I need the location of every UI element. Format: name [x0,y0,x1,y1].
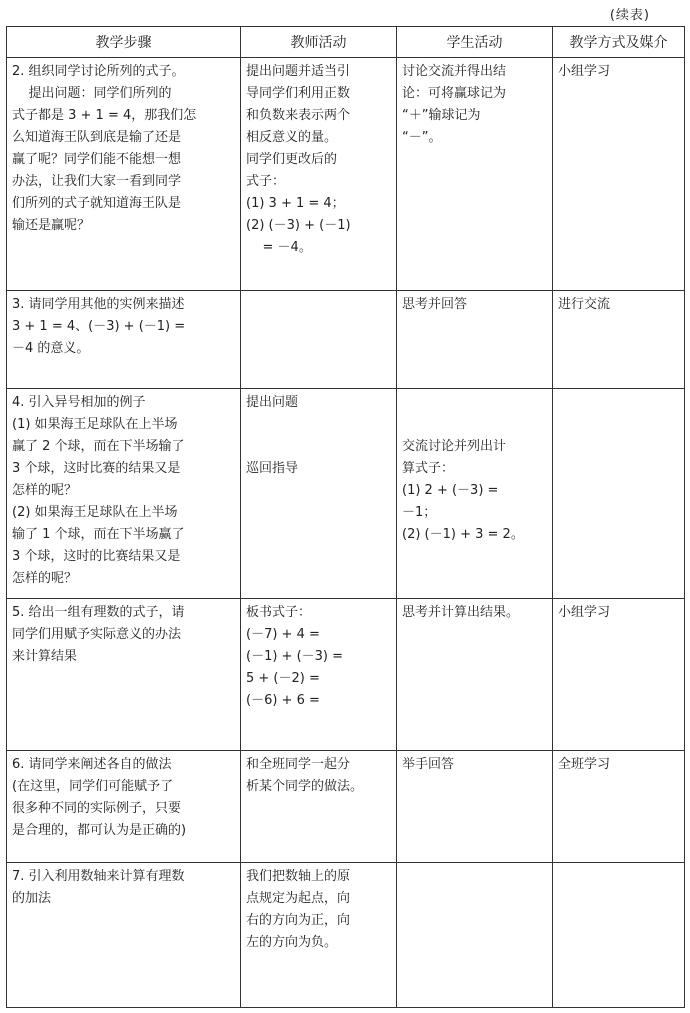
cell-line: = －4。 [246,240,312,255]
cell-line [402,414,547,436]
cell-line: 提出问题：同学们所列的 [12,86,172,101]
cell-line: 怎样的呢？ [12,571,78,586]
cell-line: 右的方向为正，向 [246,913,351,928]
table-row [7,291,685,389]
cell-line: (－1) + (－3) = [246,649,344,664]
cell-line: 巡回指导 [246,461,299,476]
cell-teacher [241,751,397,863]
cell-line: 4. 引入异号相加的例子 [12,395,146,410]
cell-line: (2) (－1) + 3 = 2。 [402,527,524,542]
cell-line: 很多种不同的实际例子，只要 [12,801,182,816]
cell-line: 析某个同学的做法。 [246,779,364,794]
cell-line: 导同学们利用正数 [246,86,351,101]
cell-student [397,863,553,1008]
cell-step [7,599,241,751]
cell-mode [553,58,685,291]
cell-step [7,389,241,599]
cell-line: (2) 如果海王足球队在上半场 [12,505,178,520]
cell-step [7,58,241,291]
cell-line: 办法，让我们大家一看到同学 [12,174,182,189]
cell-teacher [241,389,397,599]
cell-line: 6. 请同学来阐述各自的做法 [12,757,172,772]
continued-label: (续表) [609,8,650,23]
cell-teacher [241,291,397,389]
cell-line: 3 个球，这时比赛的结果又是 [12,461,181,476]
cell-mode [553,389,685,599]
cell-line: 小组学习 [558,64,611,79]
cell-line: (1) 3 + 1 = 4； [246,196,345,211]
table-row [7,863,685,1008]
cell-line: 的加法 [12,891,52,906]
cell-line: 7. 引入利用数轴来计算有理数 [12,869,185,884]
cell-line: －4 的意义。 [12,341,90,356]
cell-line: 思考并计算出结果。 [402,605,520,620]
cell-line: 算式子： [402,461,455,476]
cell-line: “－”。 [402,130,442,145]
cell-line: 赢了 2 个球，而在下半场输了 [12,439,185,454]
cell-line: 论：可将赢球记为 [402,86,507,101]
cell-line [246,436,391,458]
cell-teacher [241,58,397,291]
header-mode: 教学方式及媒介 [553,27,685,58]
cell-step [7,291,241,389]
cell-student [397,291,553,389]
cell-mode [553,751,685,863]
cell-student [397,599,553,751]
cell-line: 5. 给出一组有理数的式子，请 [12,605,185,620]
cell-line: 3 个球，这时的比赛结果又是 [12,549,181,564]
cell-line: (－6) + 6 = [246,693,320,708]
cell-line [402,392,547,414]
cell-line: 赢了呢？同学们能不能想一想 [12,152,182,167]
cell-line: 相反意义的量。 [246,130,338,145]
cell-line: 5 + (－2) = [246,671,320,686]
header-student: 学生活动 [397,27,553,58]
cell-student [397,389,553,599]
cell-mode [553,291,685,389]
cell-line: 式子： [246,174,286,189]
cell-line: 3. 请同学用其他的实例来描述 [12,297,185,312]
cell-line: “＋”输球记为 [402,108,481,123]
cell-step [7,863,241,1008]
cell-line: 么知道海王队到底是输了还是 [12,130,182,145]
table-row [7,599,685,751]
table-row [7,389,685,599]
cell-student [397,751,553,863]
cell-line: 2. 组织同学讨论所列的式子。 [12,64,185,79]
cell-line: 举手回答 [402,757,455,772]
cell-line: 和负数来表示两个 [246,108,351,123]
cell-mode [553,863,685,1008]
cell-line: 小组学习 [558,605,611,620]
cell-line: 们所列的式子就知道海王队是 [12,196,182,211]
cell-line: 交流讨论并列出计 [402,439,507,454]
cell-student [397,58,553,291]
cell-line: 怎样的呢？ [12,483,78,498]
cell-line: 点规定为起点，向 [246,891,351,906]
cell-line: (1) 2 + (－3) = [402,483,499,498]
cell-line: 板书式子： [246,605,312,620]
cell-line: 讨论交流并得出结 [402,64,507,79]
header-step: 教学步骤 [7,27,241,58]
cell-line: 同学们用赋予实际意义的办法 [12,627,182,642]
lesson-plan-table [6,26,685,1008]
cell-line: 全班学习 [558,757,611,772]
cell-line: 和全班同学一起分 [246,757,351,772]
cell-line: (在这里，同学们可能赋予了 [12,779,174,794]
header-teacher: 教师活动 [241,27,397,58]
cell-line: (2) (－3) + (－1) [246,218,351,233]
cell-line: 输了 1 个球，而在下半场赢了 [12,527,185,542]
cell-line: 3 + 1 = 4、(－3) + (－1) = [12,319,186,334]
table-row [7,58,685,291]
cell-line: 我们把数轴上的原 [246,869,351,884]
cell-step [7,751,241,863]
cell-line: 输还是赢呢？ [12,218,91,233]
cell-line [246,414,391,436]
table-row [7,751,685,863]
cell-line: 思考并回答 [402,297,468,312]
cell-line: 来计算结果 [12,649,78,664]
cell-teacher [241,863,397,1008]
cell-teacher [241,599,397,751]
cell-line: 是合理的，都可认为是正确的) [12,823,187,838]
cell-line: 左的方向为负。 [246,935,338,950]
cell-line: 式子都是 3 + 1 = 4，那我们怎 [12,108,197,123]
cell-line: (－7) + 4 = [246,627,320,642]
cell-line: 进行交流 [558,297,611,312]
cell-line: (1) 如果海王足球队在上半场 [12,417,178,432]
cell-line: 提出问题 [246,395,299,410]
cell-line: 提出问题并适当引 [246,64,351,79]
cell-mode [553,599,685,751]
header-row [7,27,685,58]
cell-line: 同学们更改后的 [246,152,338,167]
cell-line: －1； [402,505,437,520]
